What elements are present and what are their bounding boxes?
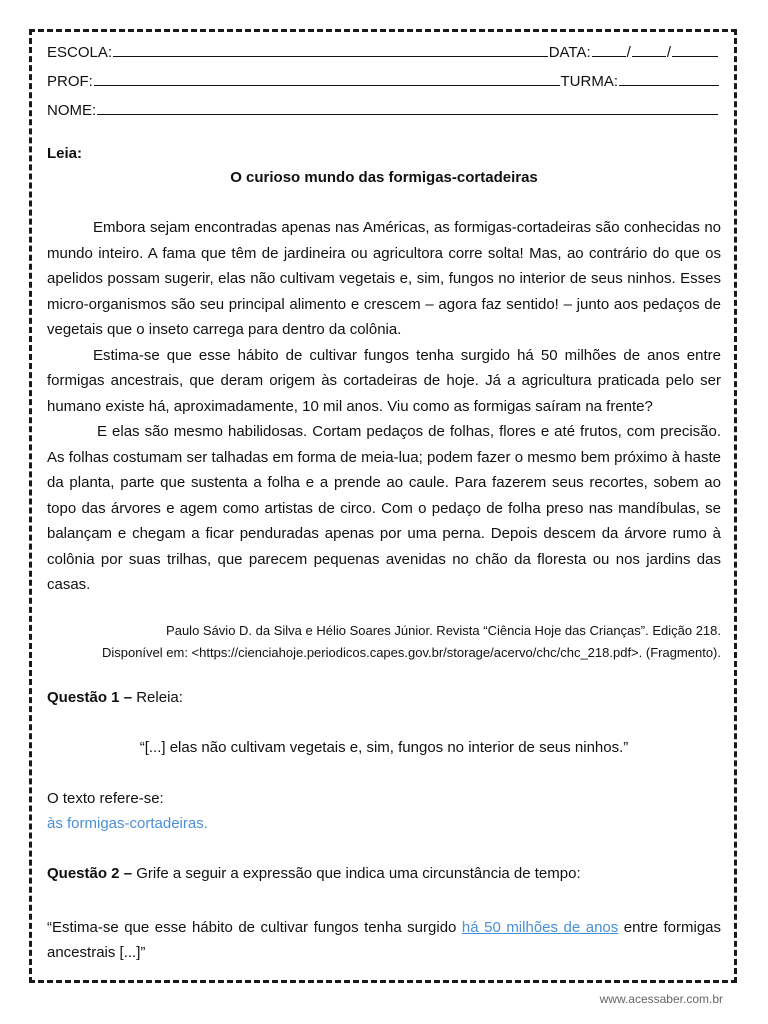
class-label: TURMA: (560, 73, 618, 90)
date-day-field[interactable] (592, 44, 626, 57)
school-label: ESCOLA: (47, 44, 113, 61)
teacher-field[interactable] (94, 73, 560, 86)
date-separator: / (666, 44, 671, 61)
source-url: Disponível em: <https://cienciahoje.periodicos.capes.gov.br/storage/acervo/chc/chc_218.pdf>. (Fragmento). (101, 645, 721, 660)
date-year-field[interactable] (672, 44, 718, 57)
name-field[interactable] (97, 102, 718, 115)
class-field[interactable] (619, 73, 719, 86)
source-authors: Paulo Sávio D. da Silva e Hélio Soares Júnior. Revista “Ciência Hoje das Crianças”. Edição 218. (166, 623, 721, 638)
reading-paragraph: Estima-se que esse hábito de cultivar fungos tenha surgido há 50 milhões de anos entre formigas ancestrais, que deram origem às cortadeiras de hoje. Já a agricultura praticada pelo ser humano existe há, aproximadamente, 10 mil anos. Viu como as formigas saíram na frente? (47, 346, 721, 415)
question-2-prompt: Grife a seguir a expressão que indica uma circunstância de tempo: (132, 865, 581, 882)
teacher-label: PROF: (47, 73, 93, 90)
name-label: NOME: (47, 102, 97, 119)
date-separator: / (626, 44, 631, 61)
question-2 (47, 865, 721, 882)
date-label: DATA: (548, 44, 591, 61)
reading-title: O curioso mundo das formigas-cortadeiras (230, 169, 538, 186)
question-2-quote-start: “Estima-se que esse hábito de cultivar fungos tenha surgido (47, 919, 462, 936)
question-1-quote: “[...] elas não cultivam vegetais e, sim, fungos no interior de seus ninhos.” (139, 739, 629, 756)
question-2-quote (47, 915, 721, 965)
school-line (47, 44, 719, 61)
source-citation (47, 620, 721, 664)
reading-paragraph: E elas são mesmo habilidosas. Cortam pedaços de folhas, flores e até frutos, com precisão. As folhas costumam ser talhadas em forma de meia-lua; podem fazer o mesmo bem próximo à haste da planta, parte que sustenta a folha e a prende ao caule. Para fazerem seus recortes, sobem ao topo das árvores e agem como artistas de circo. Com o pedaço de folha preso nas mandíbulas, se balançam e chegam a ficar penduradas apenas por uma perna. Depois descem da árvore rumo à colônia por suas trilhas, que parecem pequenas avenidas no chão da floresta ou nos jardins das casas. (47, 423, 721, 593)
question-1 (47, 689, 721, 706)
name-line (47, 102, 719, 119)
question-1-answer: às formigas-cortadeiras. (47, 815, 208, 832)
question-1-prompt: Releia: (132, 689, 183, 706)
question-2-quote-end: entre formigas ancestrais [...]” (47, 919, 722, 961)
question-2-answer-underlined: há 50 milhões de anos (461, 919, 619, 936)
question-1-label: Questão 1 – (47, 689, 133, 706)
footer-site: www.acessaber.com.br (599, 992, 723, 1006)
reading-instruction: Leia: (47, 145, 83, 162)
school-field[interactable] (113, 44, 548, 57)
teacher-line (47, 73, 719, 90)
date-month-field[interactable] (632, 44, 666, 57)
reading-paragraph: Embora sejam encontradas apenas nas Américas, as formigas-cortadeiras são conhecidas no mundo inteiro. A fama que têm de jardineira ou agricultora corre solta! Mas, ao contrário do que os apelidos possam sugerir, elas não cultivam vegetais e, sim, fungos no interior de seus ninhos. Esses micro-organismos são seu principal alimento e crescem – agora faz sentido! – junto aos pedaços de vegetais que o inseto carrega para dentro da colônia. (47, 219, 721, 338)
question-2-label: Questão 2 – (47, 865, 133, 882)
question-1-ask: O texto refere-se: (47, 790, 164, 807)
reading-text (47, 215, 721, 598)
